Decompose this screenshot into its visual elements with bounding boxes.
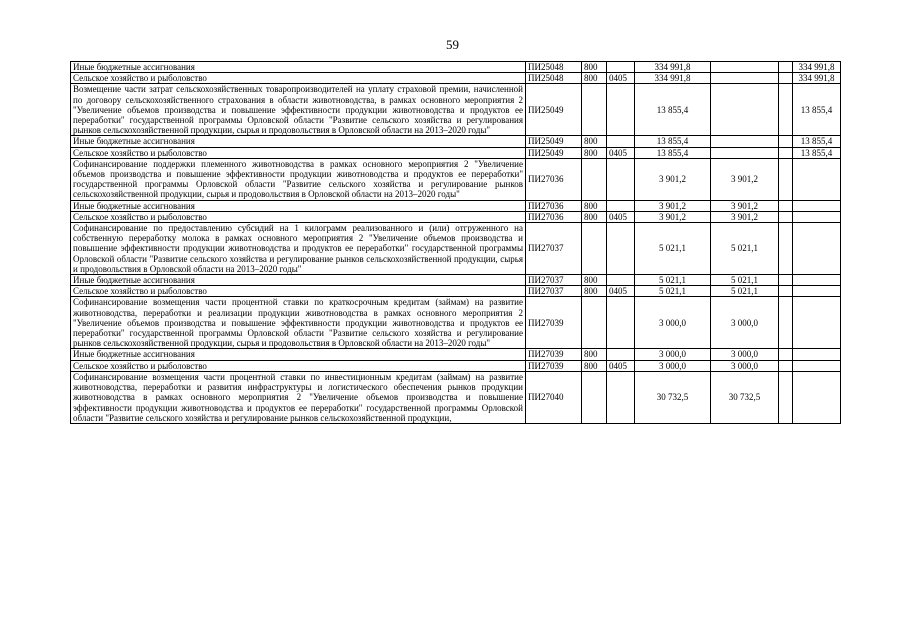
row-section	[607, 62, 635, 73]
row-amount-regional	[793, 286, 841, 297]
row-amount-other	[779, 211, 793, 222]
row-section: 0405	[607, 147, 635, 158]
row-section	[607, 223, 635, 275]
row-code: ПИ25049	[526, 84, 582, 136]
row-name: Иные бюджетные ассигнования	[71, 349, 526, 360]
row-amount-total: 5 021,1	[635, 286, 711, 297]
row-expense-type: 800	[582, 360, 607, 371]
row-amount-regional	[793, 360, 841, 371]
row-amount-regional	[793, 200, 841, 211]
row-expense-type	[582, 84, 607, 136]
row-name: Сельское хозяйство и рыболовство	[71, 211, 526, 222]
row-expense-type: 800	[582, 62, 607, 73]
row-amount-other	[779, 349, 793, 360]
row-amount-other	[779, 275, 793, 286]
table-row	[71, 84, 841, 136]
row-name: Сельское хозяйство и рыболовство	[71, 147, 526, 158]
row-expense-type: 800	[582, 200, 607, 211]
row-name: Софинансирование по предоставлению субсидий на 1 килограмм реализованного и (или) отгруженного на собственную переработку молока в рамках основного мероприятия 2 "Увеличение объемов производства и повышение эффективности продукции животноводства и продуктов ее переработки" государственной программы Орловской области "Развитие сельского хозяйства и регулирование рынков сельскохозяйственной продукции, сырья и продовольствия в Орловской области на 2013–2020 годы"	[71, 223, 526, 275]
row-amount-federal: 3 901,2	[711, 211, 779, 222]
row-amount-regional: 334 991,8	[793, 62, 841, 73]
row-section	[607, 200, 635, 211]
row-amount-other	[779, 158, 793, 200]
row-amount-other	[779, 223, 793, 275]
row-amount-federal: 3 901,2	[711, 200, 779, 211]
row-amount-total: 13 855,4	[635, 84, 711, 136]
row-amount-other	[779, 84, 793, 136]
row-amount-other	[779, 360, 793, 371]
row-expense-type	[582, 223, 607, 275]
row-amount-total: 334 991,8	[635, 73, 711, 84]
row-expense-type: 800	[582, 349, 607, 360]
row-name: Иные бюджетные ассигнования	[71, 136, 526, 147]
row-amount-regional	[793, 297, 841, 349]
row-expense-type: 800	[582, 147, 607, 158]
row-section: 0405	[607, 73, 635, 84]
row-amount-regional: 13 855,4	[793, 136, 841, 147]
row-name: Сельское хозяйство и рыболовство	[71, 360, 526, 371]
table-row	[71, 136, 841, 147]
row-amount-other	[779, 73, 793, 84]
table-row	[71, 349, 841, 360]
row-expense-type: 800	[582, 275, 607, 286]
row-section: 0405	[607, 211, 635, 222]
row-amount-total: 3 901,2	[635, 211, 711, 222]
row-name: Возмещение части затрат сельскохозяйственных товаропроизводителей на уплату страховой премии, начисленной по договору сельскохозяйственного страхования в области животноводства, в рамках основного мероприятия 2 "Увеличение объемов производства и повышение эффективности продукции животноводства и продуктов ее переработки" государственной программы Орловской области "Развитие сельского хозяйства и регулирования рынков сельскохозяйственной продукции, сырья и продовольствия в Орловской области на 2013–2020 годы"	[71, 84, 526, 136]
row-code: ПИ25048	[526, 73, 582, 84]
row-name: Софинансирование поддержки племенного животноводства в рамках основного мероприятия 2 "Увеличение объемов производства и повышение эффективности продукции животноводства и продуктов ее переработки" государственной программы Орловской области "Развитие сельского хозяйства и регулирование рынков сельскохозяйственной продукции, сырья и продовольствия в Орловской области на 2013–2020 годы"	[71, 158, 526, 200]
row-amount-total: 30 732,5	[635, 371, 711, 423]
row-amount-regional	[793, 371, 841, 423]
row-name: Иные бюджетные ассигнования	[71, 275, 526, 286]
table-row	[71, 211, 841, 222]
row-section	[607, 275, 635, 286]
row-amount-total: 3 000,0	[635, 349, 711, 360]
row-amount-regional: 13 855,4	[793, 147, 841, 158]
row-name: Софинансирование возмещения части процентной ставки по краткосрочным кредитам (займам) на развитие животноводства, переработки и реализации продукции животноводства в рамках основного мероприятия 2 "Увеличение объемов производства и повышение эффективности продукции животноводства и продуктов ее переработки" государственной программы Орловской области "Развитие сельского хозяйства и регулирование рынков сельскохозяйственной продукции, сырья и продовольствия в Орловской области на 2013–2020 годы"	[71, 297, 526, 349]
row-amount-federal: 5 021,1	[711, 275, 779, 286]
table-row	[71, 158, 841, 200]
row-amount-total: 334 991,8	[635, 62, 711, 73]
row-code: ПИ25049	[526, 147, 582, 158]
budget-table	[70, 61, 841, 424]
row-code: ПИ27036	[526, 158, 582, 200]
row-amount-federal	[711, 136, 779, 147]
row-section	[607, 371, 635, 423]
row-amount-federal: 3 901,2	[711, 158, 779, 200]
row-name: Софинансирование возмещения части процентной ставки по инвестиционным кредитам (займам) на развитие животноводства, переработки и развития инфраструктуры и логистического обеспечения рынков продукции животноводства в рамках основного мероприятия 2 "Увеличение объемов производства и повышение эффективности продукции животноводства и продуктов ее переработки" государственной программы Орловской области "Развитие сельского хозяйства и регулирование рынков сельскохозяйственной продукции,	[71, 371, 526, 423]
row-code: ПИ27039	[526, 360, 582, 371]
row-code: ПИ25048	[526, 62, 582, 73]
row-amount-regional: 334 991,8	[793, 73, 841, 84]
row-amount-total: 3 000,0	[635, 297, 711, 349]
row-amount-total: 3 000,0	[635, 360, 711, 371]
row-section	[607, 349, 635, 360]
row-code: ПИ25049	[526, 136, 582, 147]
row-amount-regional: 13 855,4	[793, 84, 841, 136]
row-amount-regional	[793, 158, 841, 200]
row-amount-federal: 3 000,0	[711, 360, 779, 371]
row-code: ПИ27040	[526, 371, 582, 423]
row-amount-federal: 5 021,1	[711, 286, 779, 297]
row-expense-type: 800	[582, 73, 607, 84]
page-number: 59	[446, 37, 459, 52]
row-amount-other	[779, 286, 793, 297]
row-code: ПИ27037	[526, 286, 582, 297]
row-code: ПИ27039	[526, 297, 582, 349]
row-amount-other	[779, 62, 793, 73]
row-amount-federal: 5 021,1	[711, 223, 779, 275]
row-amount-federal: 3 000,0	[711, 297, 779, 349]
table-body	[71, 62, 841, 424]
row-section	[607, 158, 635, 200]
row-expense-type	[582, 371, 607, 423]
row-amount-federal	[711, 147, 779, 158]
row-amount-regional	[793, 275, 841, 286]
row-amount-other	[779, 147, 793, 158]
table-row	[71, 62, 841, 73]
row-amount-federal	[711, 73, 779, 84]
row-code: ПИ27037	[526, 275, 582, 286]
table-row	[71, 286, 841, 297]
table-row	[71, 147, 841, 158]
row-name: Сельское хозяйство и рыболовство	[71, 286, 526, 297]
row-amount-regional	[793, 223, 841, 275]
row-code: ПИ27036	[526, 211, 582, 222]
row-amount-total: 5 021,1	[635, 275, 711, 286]
table-row	[71, 297, 841, 349]
row-amount-total: 3 901,2	[635, 158, 711, 200]
row-code: ПИ27037	[526, 223, 582, 275]
row-amount-other	[779, 136, 793, 147]
row-amount-total: 3 901,2	[635, 200, 711, 211]
row-code: ПИ27036	[526, 200, 582, 211]
row-amount-regional	[793, 211, 841, 222]
row-section	[607, 136, 635, 147]
row-expense-type: 800	[582, 136, 607, 147]
row-amount-federal: 3 000,0	[711, 349, 779, 360]
row-expense-type: 800	[582, 211, 607, 222]
row-amount-federal: 30 732,5	[711, 371, 779, 423]
row-amount-regional	[793, 349, 841, 360]
row-expense-type	[582, 158, 607, 200]
row-name: Иные бюджетные ассигнования	[71, 62, 526, 73]
row-expense-type	[582, 297, 607, 349]
row-amount-total: 13 855,4	[635, 136, 711, 147]
table-row	[71, 360, 841, 371]
row-name: Сельское хозяйство и рыболовство	[71, 73, 526, 84]
table-row	[71, 73, 841, 84]
row-amount-total: 13 855,4	[635, 147, 711, 158]
row-amount-other	[779, 371, 793, 423]
table-row	[71, 275, 841, 286]
table-row	[71, 200, 841, 211]
table-row	[71, 223, 841, 275]
row-code: ПИ27039	[526, 349, 582, 360]
table-row	[71, 371, 841, 423]
row-section	[607, 84, 635, 136]
row-section: 0405	[607, 286, 635, 297]
row-amount-other	[779, 200, 793, 211]
row-name: Иные бюджетные ассигнования	[71, 200, 526, 211]
row-amount-federal	[711, 62, 779, 73]
row-section: 0405	[607, 360, 635, 371]
row-expense-type: 800	[582, 286, 607, 297]
row-amount-total: 5 021,1	[635, 223, 711, 275]
row-amount-other	[779, 297, 793, 349]
row-amount-federal	[711, 84, 779, 136]
row-section	[607, 297, 635, 349]
